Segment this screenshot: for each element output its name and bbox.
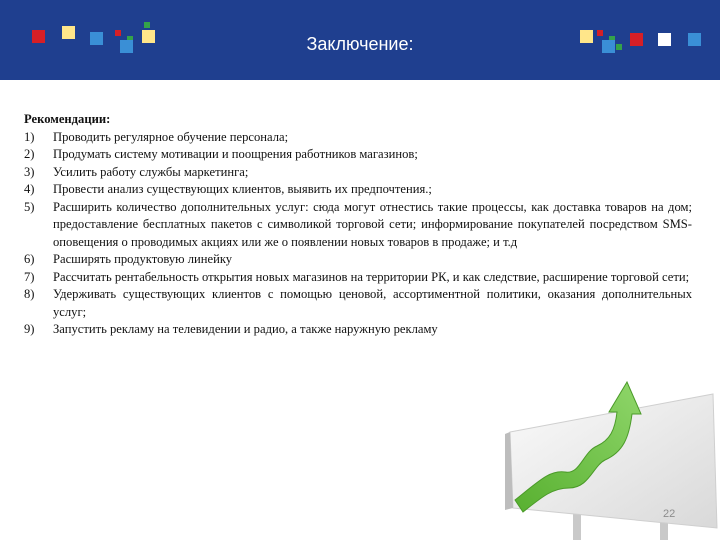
decor-square-green-small — [144, 22, 150, 28]
decor-square-blue — [688, 33, 701, 46]
list-item-number: 5) — [24, 199, 35, 214]
list-item-number: 9) — [24, 322, 35, 336]
list-item-text: Удерживать существующих клиентов с помощью ценовой, ассортиментной политики, оказания дополнительных услуг; — [53, 287, 692, 319]
list-item — [24, 321, 692, 339]
decor-square-white — [658, 33, 671, 46]
decor-square-green-small — [616, 44, 622, 50]
list-item-number: 8) — [24, 287, 35, 301]
list-item-text: Провести анализ существующих клиентов, выявить их предпочтения.; — [53, 182, 432, 196]
list-item-number: 2) — [24, 147, 35, 161]
list-item-number: 1) — [24, 129, 35, 144]
list-item-text: Усилить работу службы маркетинга; — [53, 164, 249, 179]
list-item — [24, 251, 692, 269]
list-item-text: Расширять продуктовую линейку — [53, 252, 233, 266]
list-item-number: 3) — [24, 164, 35, 179]
decor-square-blue — [602, 40, 615, 53]
recommendations-heading: Рекомендации: — [24, 112, 111, 126]
list-item-text: Запустить рекламу на телевидении и радио, а также наружную рекламу — [53, 322, 438, 336]
decor-square-red-small — [597, 30, 603, 36]
list-item-text: Проводить регулярное обучение персонала; — [53, 129, 289, 144]
list-item-number: 4) — [24, 182, 35, 196]
slide-title: Заключение: — [306, 34, 414, 54]
growth-arrow-board-icon — [505, 360, 720, 540]
list-item — [24, 199, 692, 252]
list-item-text: Рассчитать рентабельность открытия новых магазинов на территории РК, и как следствие, расширение торговой сети; — [53, 269, 690, 284]
list-item-number: 6) — [24, 252, 35, 266]
list-item-text: Продумать систему мотивации и поощрения работников магазинов; — [53, 147, 418, 161]
list-item — [24, 146, 692, 164]
list-item — [24, 286, 692, 321]
list-item — [24, 129, 692, 147]
list-item-text: Расширить количество дополнительных услуг: сюда могут отнестись такие процессы, как доставка товаров на дом; предоставление бесплатных пакетов с символикой торговой сети; информирование покупателей посредством SMS-оповещения о проводимых акциях или же о появлении новых товаров в продаже; и т.д — [53, 199, 692, 249]
list-item — [24, 269, 692, 287]
recommendations-list — [24, 129, 692, 339]
decor-square-yellow — [580, 30, 593, 43]
decor-square-red — [630, 33, 643, 46]
slide-header — [0, 0, 720, 80]
list-item — [24, 181, 692, 199]
recommendations-block — [24, 111, 692, 339]
page-number: 22 — [663, 508, 676, 520]
list-item-number: 7) — [24, 269, 35, 284]
list-item — [24, 164, 692, 182]
